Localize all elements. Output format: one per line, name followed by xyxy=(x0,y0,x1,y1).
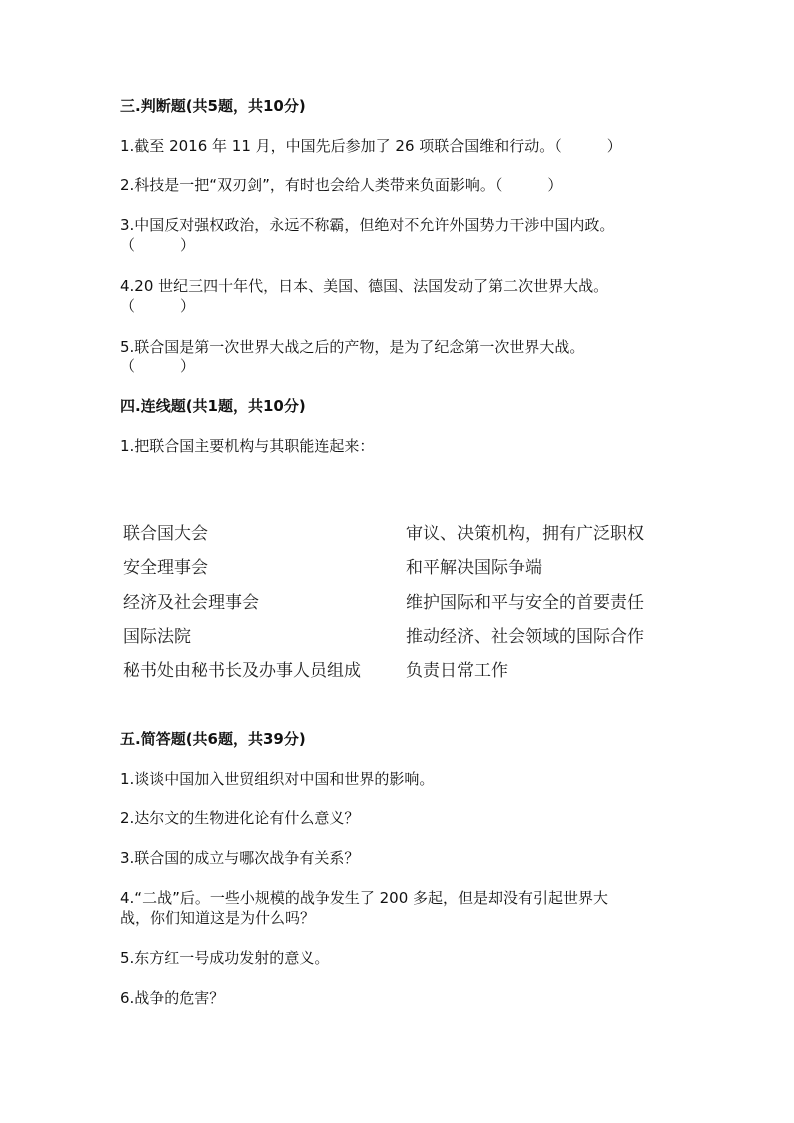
section3-question-4-line1: 4.20 世纪三四十年代，日本、美国、德国、法国发动了第二次世界大战。 xyxy=(120,277,609,295)
section3-question-1: 1.截至 2016 年 11 月，中国先后参加了 26 项联合国维和行动。（ ） xyxy=(120,137,622,155)
match-left-item: 安全理事会 xyxy=(123,558,208,578)
section3-question-2: 2.科技是一把“双刃剑”，有时也会给人类带来负面影响。（ ） xyxy=(120,176,563,194)
section5-question-6: 6.战争的危害？ xyxy=(120,989,225,1007)
section5-question-4-line2: 战，你们知道这是为什么吗？ xyxy=(120,909,316,927)
match-right-item: 推动经济、社会领域的国际合作 xyxy=(406,627,644,647)
match-right-item: 和平解决国际争端 xyxy=(406,558,542,578)
section3-question-3-line2: （ ） xyxy=(120,236,196,254)
match-right-item: 负责日常工作 xyxy=(406,661,508,681)
section5-question-5: 5.东方红一号成功发射的意义。 xyxy=(120,949,330,967)
match-right-item: 审议、决策机构，拥有广泛职权 xyxy=(406,524,644,544)
section4-heading: 四.连线题(共1题，共10分) xyxy=(120,397,306,415)
match-left-item: 联合国大会 xyxy=(123,524,208,544)
section3-question-5-line1: 5.联合国是第一次世界大战之后的产物，是为了纪念第一次世界大战。 xyxy=(120,338,585,356)
section3-question-5-line2: （ ） xyxy=(120,357,196,375)
section5-question-2: 2.达尔文的生物进化论有什么意义？ xyxy=(120,809,360,827)
section3-question-4-line2: （ ） xyxy=(120,297,196,315)
section3-heading: 三.判断题(共5题，共10分) xyxy=(120,97,306,115)
match-left-item: 国际法院 xyxy=(123,627,191,647)
section5-question-1: 1.谈谈中国加入世贸组织对中国和世界的影响。 xyxy=(120,770,435,788)
match-left-item: 秘书处由秘书长及办事人员组成 xyxy=(123,661,361,681)
section5-question-4-line1: 4.“二战”后。一些小规模的战争发生了 200 多起，但是却没有引起世界大 xyxy=(120,889,609,907)
section5-heading: 五.简答题(共6题，共39分) xyxy=(120,730,306,748)
section3-question-3-line1: 3.中国反对强权政治，永远不称霸，但绝对不允许外国势力干涉中国内政。 xyxy=(120,216,615,234)
match-right-item: 维护国际和平与安全的首要责任 xyxy=(406,593,644,613)
match-left-item: 经济及社会理事会 xyxy=(123,593,259,613)
section4-question-1: 1.把联合国主要机构与其职能连起来： xyxy=(120,437,375,455)
section5-question-3: 3.联合国的成立与哪次战争有关系？ xyxy=(120,849,360,867)
